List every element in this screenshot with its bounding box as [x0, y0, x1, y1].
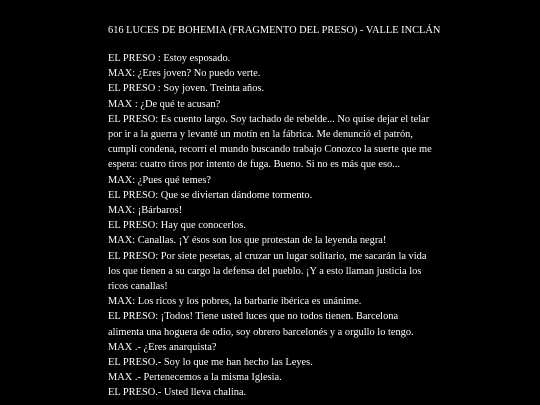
dialogue-line: EL PRESO : Estoy esposado. [108, 53, 231, 64]
dialogue-line: EL PRESO: ¡Todos! Tiene usted luces que no todos tienen. Barcelona alimenta una hoguera de odio, soy obrero barcelonés y a orgullo lo tengo. [108, 311, 414, 338]
dialogue-line: MAX: ¿Pues qué temes? [108, 174, 212, 186]
dialogue-line: EL PRESO : Soy joven. Treinta años. [108, 83, 265, 95]
dialogue-line: EL PRESO.- Soy lo que me han hecho las Leyes. [108, 357, 313, 369]
dialogue-line: EL PRESO: Hay que conocerlos. [108, 220, 246, 232]
dialogue-text [108, 51, 434, 401]
dialogue-line: MAX : ¿De qué te acusan? [108, 98, 221, 110]
dialogue-line: EL PRESO: Que se diviertan dándome tormento. [108, 189, 313, 201]
dialogue-line: MAX: Canallas. ¡Y ésos son los que protestan de la leyenda negra! [108, 235, 387, 247]
dialogue-line: EL PRESO.- Usted lleva chalina. [108, 387, 247, 399]
dialogue-line: MAX: ¡Bárbaros! [108, 205, 183, 217]
dialogue-line: MAX .- Pertenecemos a la misma Iglesia. [108, 372, 282, 384]
dialogue-line: EL PRESO: Por siete pesetas, al cruzar un lugar solitario, me sacarán la vida los que tienen a su cargo la defensa del pueblo. ¡Y a esto llaman justicia los ricos canallas! [108, 250, 427, 293]
dialogue-line: MAX: ¿Eres joven? No puedo verte. [108, 68, 261, 80]
dialogue-line: MAX .- ¿Eres anarquista? [108, 341, 217, 353]
page-title: 616 LUCES DE BOHEMIA (FRAGMENTO DEL PRESO) - VALLE INCLÁN [108, 25, 441, 36]
dialogue-line: EL PRESO: Es cuento largo. Soy tachado de rebelde... No quise dejar el telar por ir a la guerra y levanté un motín en la fábrica. Me denunció el patrón, cumplí condena, recorrí el mundo buscando trabajo Conozco la suerte que me espera: cuatro tiros por intento de fuga. Bueno. Si no es más que eso... [108, 113, 432, 171]
document-page [108, 24, 441, 401]
dialogue-line: MAX: Los ricos y los pobres, la barbarie ibérica es unánime. [108, 296, 362, 308]
